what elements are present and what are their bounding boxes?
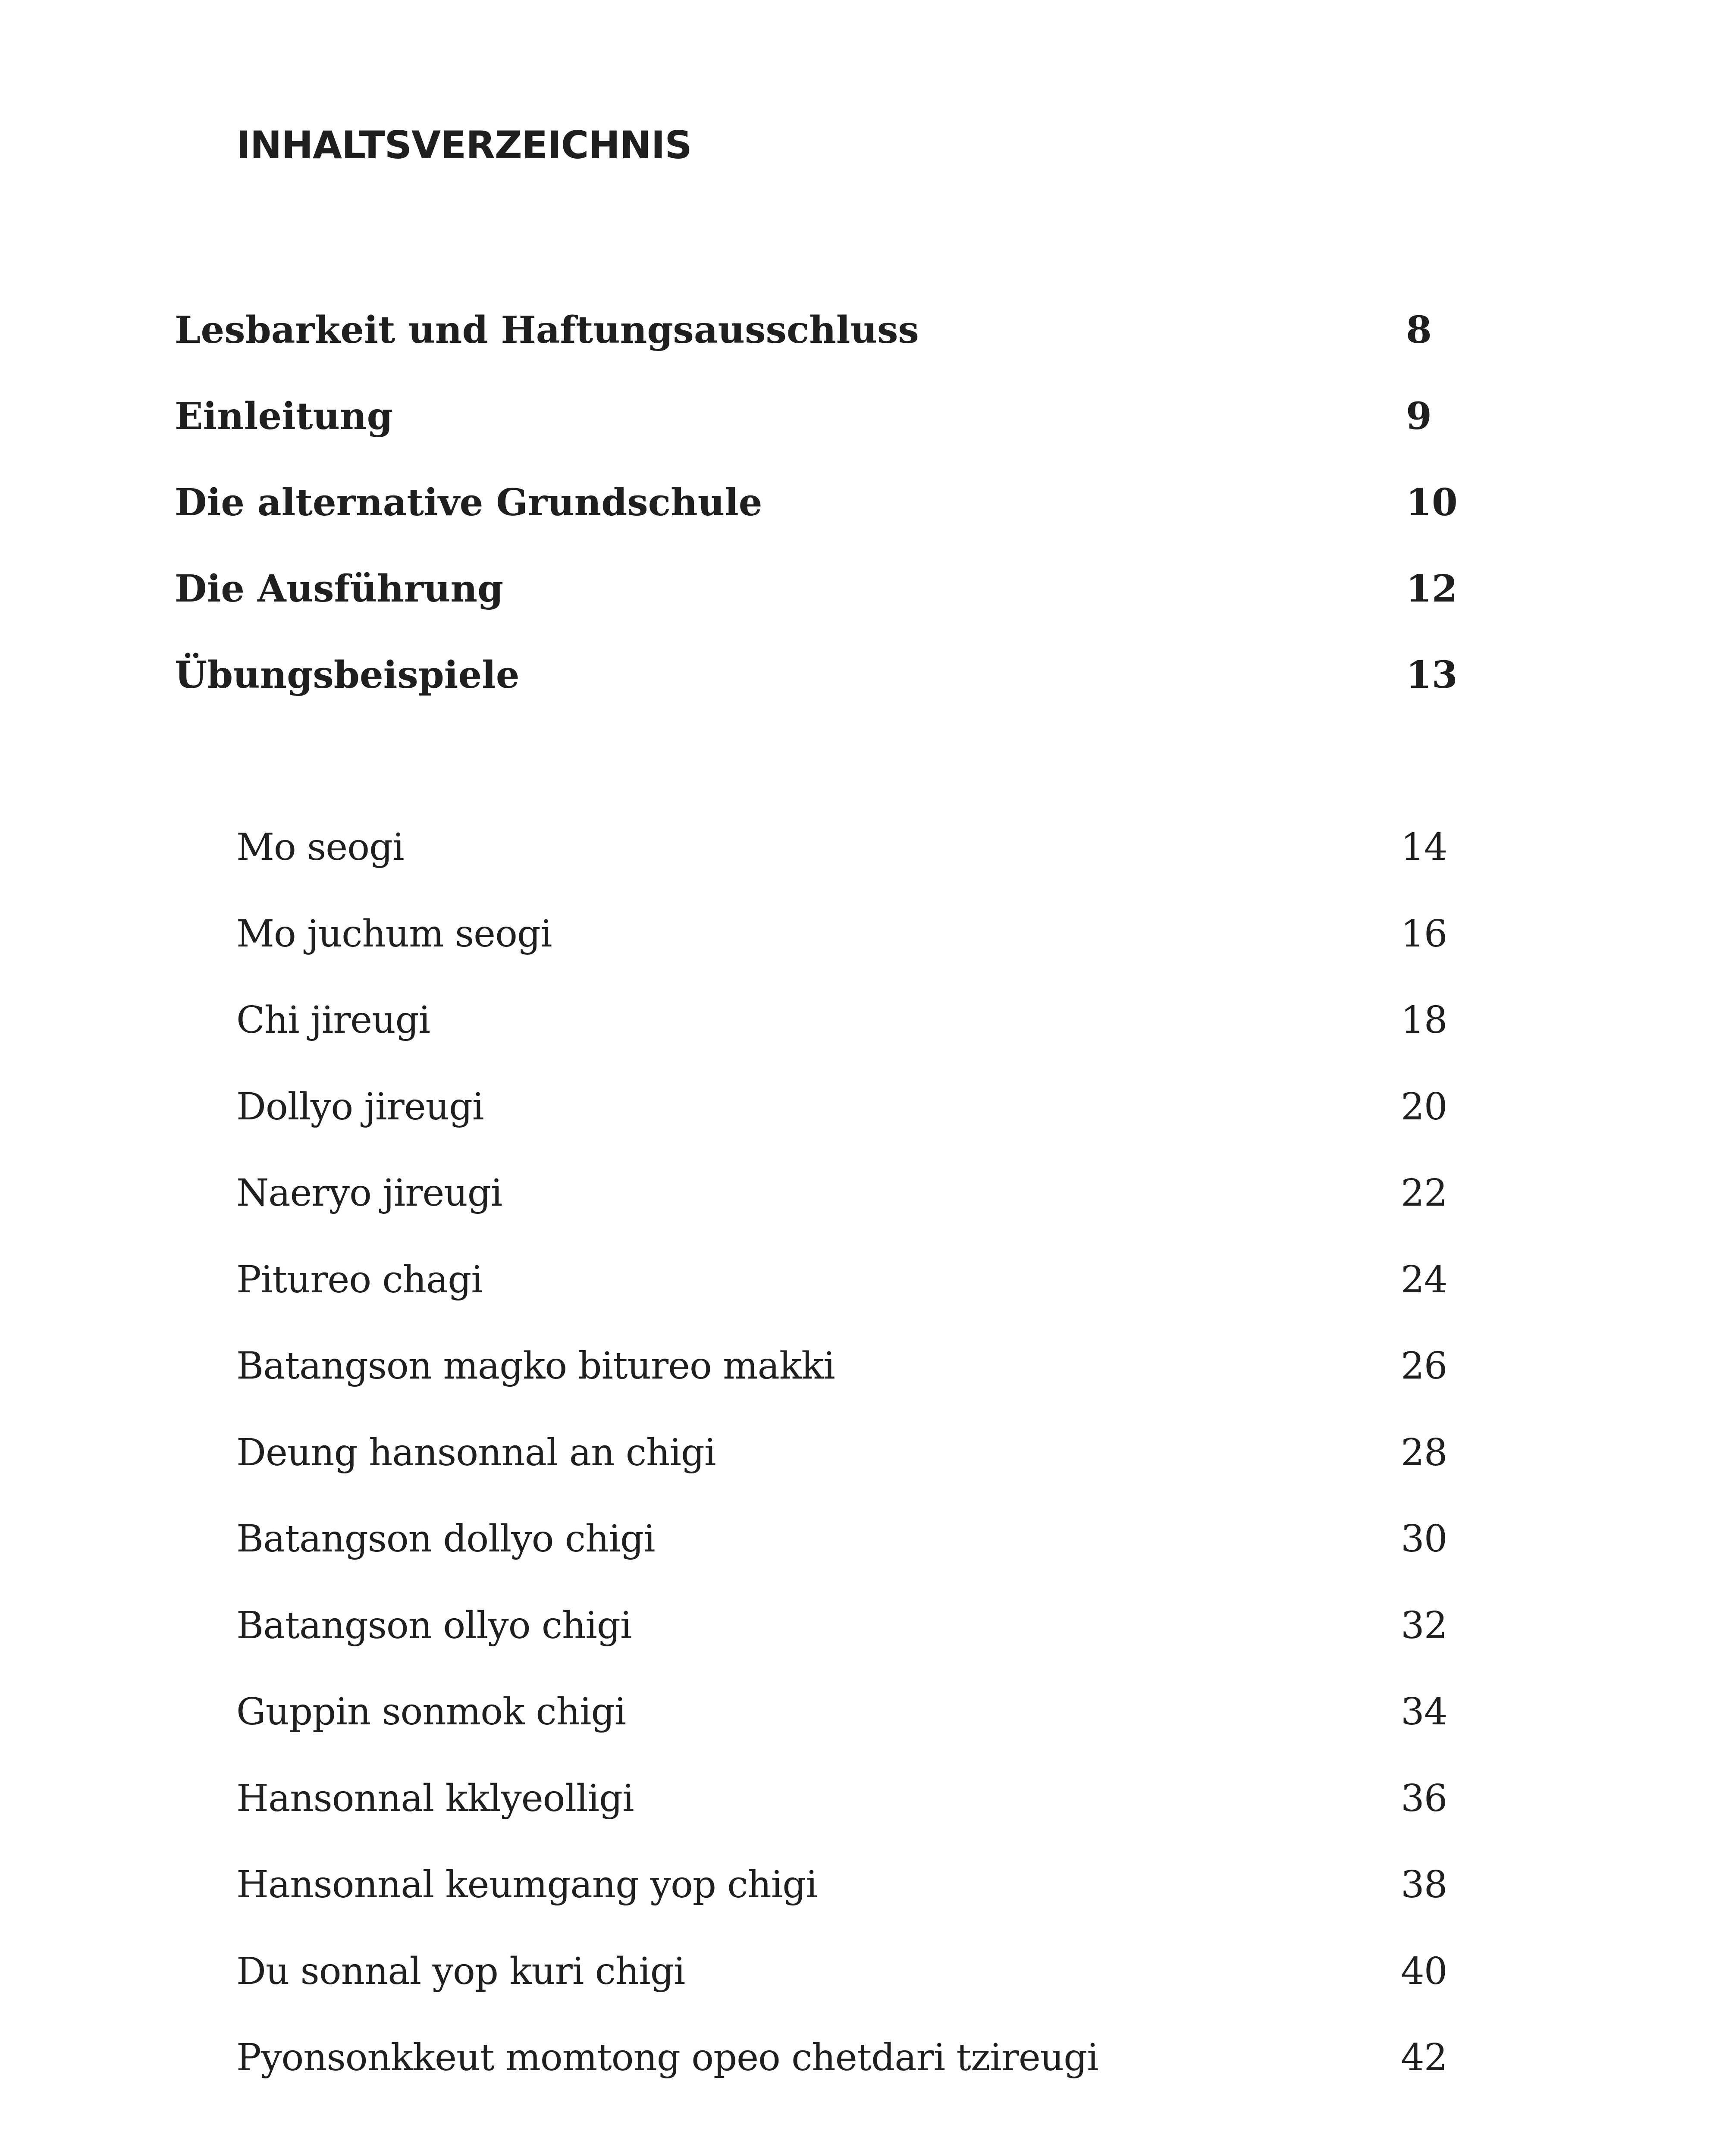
toc-subentry-page: 38 — [1401, 1863, 1447, 1906]
toc-subentry — [236, 1863, 1487, 1950]
toc-entry — [175, 567, 1468, 653]
toc-sub-section — [236, 826, 1487, 2123]
toc-subentry — [236, 2036, 1487, 2123]
toc-subentry-label: Naeryo jireugi — [236, 1172, 502, 1215]
toc-subentry-page: 28 — [1401, 1431, 1447, 1474]
toc-subentry-label: Guppin sonmok chigi — [236, 1690, 626, 1733]
toc-subentry — [236, 1690, 1487, 1777]
toc-entry — [175, 653, 1468, 740]
toc-subentry-page: 14 — [1401, 826, 1447, 869]
toc-subentry-label: Batangson magko bitureo makki — [236, 1344, 835, 1388]
toc-subentry-page: 32 — [1401, 1604, 1447, 1647]
toc-subentry-page: 30 — [1401, 1517, 1447, 1561]
toc-entry-label: Einleitung — [175, 395, 393, 438]
toc-subentry-page: 16 — [1401, 912, 1447, 956]
toc-subentry-label: Hansonnal kklyeolligi — [236, 1777, 634, 1820]
toc-subentry-page: 18 — [1401, 999, 1447, 1042]
toc-subentry — [236, 1950, 1487, 2037]
toc-entry — [175, 481, 1468, 567]
toc-entry-label: Die alternative Grundschule — [175, 481, 762, 524]
toc-subentry — [236, 826, 1487, 912]
toc-subentry — [236, 999, 1487, 1085]
toc-entry-label: Lesbarkeit und Haftungsausschluss — [175, 308, 919, 352]
toc-subentry — [236, 1172, 1487, 1258]
toc-subentry-page: 42 — [1401, 2036, 1447, 2079]
toc-subentry-label: Dollyo jireugi — [236, 1085, 484, 1128]
toc-subentry — [236, 912, 1487, 999]
toc-subentry — [236, 1431, 1487, 1518]
toc-entry — [175, 308, 1468, 395]
toc-subentry — [236, 1777, 1487, 1864]
toc-entry-page: 10 — [1406, 481, 1458, 524]
toc-subentry-page: 22 — [1401, 1172, 1447, 1215]
toc-entry-page: 12 — [1406, 567, 1458, 611]
toc-subentry-label: Batangson dollyo chigi — [236, 1517, 655, 1561]
toc-entry-label: Übungsbeispiele — [175, 653, 520, 697]
toc-subentry — [236, 1085, 1487, 1172]
toc-subentry-label: Mo seogi — [236, 826, 404, 869]
toc-entry — [175, 395, 1468, 481]
toc-entry-page: 8 — [1406, 308, 1432, 352]
page-title: INHALTSVERZEICHNIS — [236, 123, 692, 167]
toc-entry-page: 9 — [1406, 395, 1432, 438]
toc-subentry-label: Hansonnal keumgang yop chigi — [236, 1863, 817, 1906]
toc-subentry-label: Pyonsonkkeut momtong opeo chetdari tzireugi — [236, 2036, 1098, 2079]
toc-entry-label: Die Ausführung — [175, 567, 504, 611]
toc-subentry-label: Chi jireugi — [236, 999, 430, 1042]
toc-subentry — [236, 1258, 1487, 1345]
toc-subentry-label: Deung hansonnal an chigi — [236, 1431, 716, 1474]
toc-subentry-page: 24 — [1401, 1258, 1447, 1301]
toc-subentry-label: Pitureo chagi — [236, 1258, 483, 1301]
toc-subentry — [236, 1344, 1487, 1431]
toc-subentry-label: Du sonnal yop kuri chigi — [236, 1949, 685, 1993]
toc-subentry-label: Mo juchum seogi — [236, 912, 552, 956]
toc-subentry-page: 34 — [1401, 1690, 1447, 1733]
toc-subentry-label: Batangson ollyo chigi — [236, 1604, 632, 1647]
toc-subentry — [236, 1517, 1487, 1604]
toc-entry-page: 13 — [1406, 653, 1458, 697]
toc-subentry-page: 26 — [1401, 1344, 1447, 1388]
toc-subentry-page: 20 — [1401, 1085, 1447, 1128]
toc-subentry-page: 36 — [1401, 1777, 1447, 1820]
toc-subentry — [236, 1604, 1487, 1691]
toc-subentry-page: 40 — [1401, 1949, 1447, 1993]
toc-main-section — [175, 308, 1468, 740]
